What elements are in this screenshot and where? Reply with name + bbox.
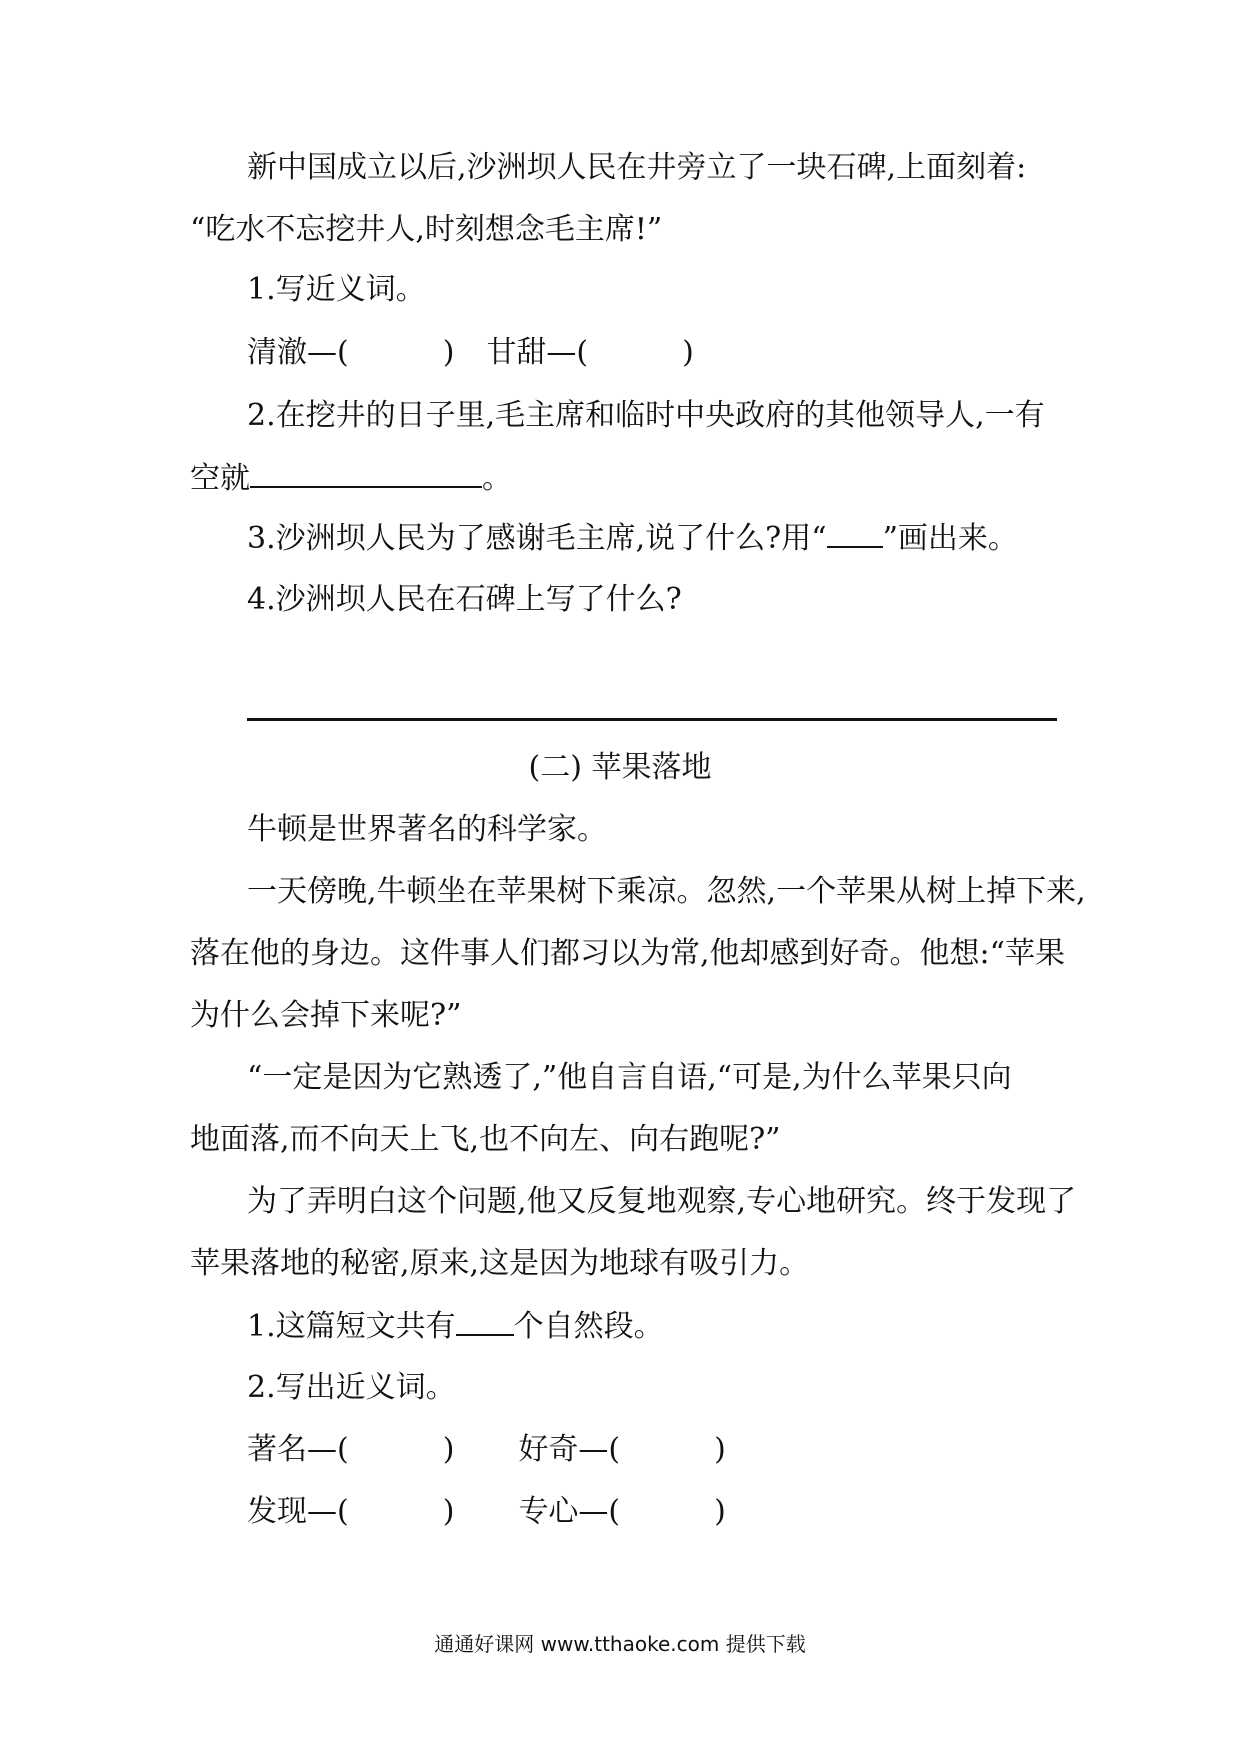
paragraph-1: 牛顿是世界著名的科学家。 xyxy=(247,812,607,847)
paragraph-2-line-1: 一天傍晚,牛顿坐在苹果树下乘凉。忽然,一个苹果从树上掉下来, xyxy=(247,874,1086,909)
synonym-row-1 xyxy=(247,1430,726,1470)
paragraph-3-line-1: “一定是因为它熟透了,”他自言自语,“可是,为什么苹果只向 xyxy=(247,1060,1012,1095)
question-1-items xyxy=(247,333,694,373)
answer-blank[interactable] xyxy=(250,458,482,488)
count-blank[interactable] xyxy=(456,1306,514,1336)
question-2-prefix: 空就 xyxy=(190,461,250,496)
word-1: 著名—( xyxy=(247,1432,349,1467)
answer-line[interactable] xyxy=(247,718,1057,721)
underline-sample xyxy=(827,518,883,548)
question-3-prefix: 3.沙洲坝人民为了感谢毛主席,说了什么?用“ xyxy=(247,521,827,556)
synonym-item-2-close: ) xyxy=(682,335,694,370)
question-1-paragraph-count xyxy=(247,1306,664,1347)
question-4: 4.沙洲坝人民在石碑上写了什么? xyxy=(247,582,682,617)
word-2: 好奇—( xyxy=(518,1432,621,1467)
q1-suffix: 个自然段。 xyxy=(513,1309,664,1344)
word-3-close: ) xyxy=(442,1494,455,1529)
footer-credit: 通通好课网 www.tthaoke.com 提供下载 xyxy=(434,1632,806,1656)
section-title: (二) 苹果落地 xyxy=(528,750,712,785)
question-2-line-2 xyxy=(190,458,512,499)
synonym-item-2: 甘甜—( xyxy=(486,335,589,370)
question-3-suffix: ”画出来。 xyxy=(882,521,1018,556)
q1-prefix: 1.这篇短文共有 xyxy=(247,1309,456,1344)
question-3 xyxy=(247,518,1018,559)
question-2-suffix: 。 xyxy=(482,461,512,496)
paragraph-stone: 新中国成立以后,沙洲坝人民在井旁立了一块石碑,上面刻着: xyxy=(247,150,1027,185)
question-2-line-1: 2.在挖井的日子里,毛主席和临时中央政府的其他领导人,一有 xyxy=(247,398,1045,433)
paragraph-quote: “吃水不忘挖井人,时刻想念毛主席!” xyxy=(190,212,663,247)
paragraph-2-line-3: 为什么会掉下来呢?” xyxy=(190,998,462,1033)
question-1-label: 1.写近义词。 xyxy=(247,272,426,307)
paragraph-3-line-2: 地面落,而不向天上飞,也不向左、向右跑呢?” xyxy=(190,1122,781,1157)
word-3: 发现—( xyxy=(247,1494,349,1529)
paragraph-2-line-2: 落在他的身边。这件事人们都习以为常,他却感到好奇。他想:“苹果 xyxy=(190,936,1065,971)
paragraph-4-line-1: 为了弄明白这个问题,他又反复地观察,专心地研究。终于发现了 xyxy=(247,1184,1077,1219)
word-4: 专心—( xyxy=(518,1494,621,1529)
word-2-close: ) xyxy=(714,1432,726,1467)
synonym-row-2 xyxy=(247,1492,726,1532)
word-1-close: ) xyxy=(442,1432,455,1467)
synonym-item-1: 清澈—( xyxy=(247,335,349,370)
synonym-item-1-close: ) xyxy=(442,335,455,370)
word-4-close: ) xyxy=(714,1494,726,1529)
paragraph-4-line-2: 苹果落地的秘密,原来,这是因为地球有吸引力。 xyxy=(190,1246,810,1281)
question-2-label: 2.写出近义词。 xyxy=(247,1370,456,1405)
